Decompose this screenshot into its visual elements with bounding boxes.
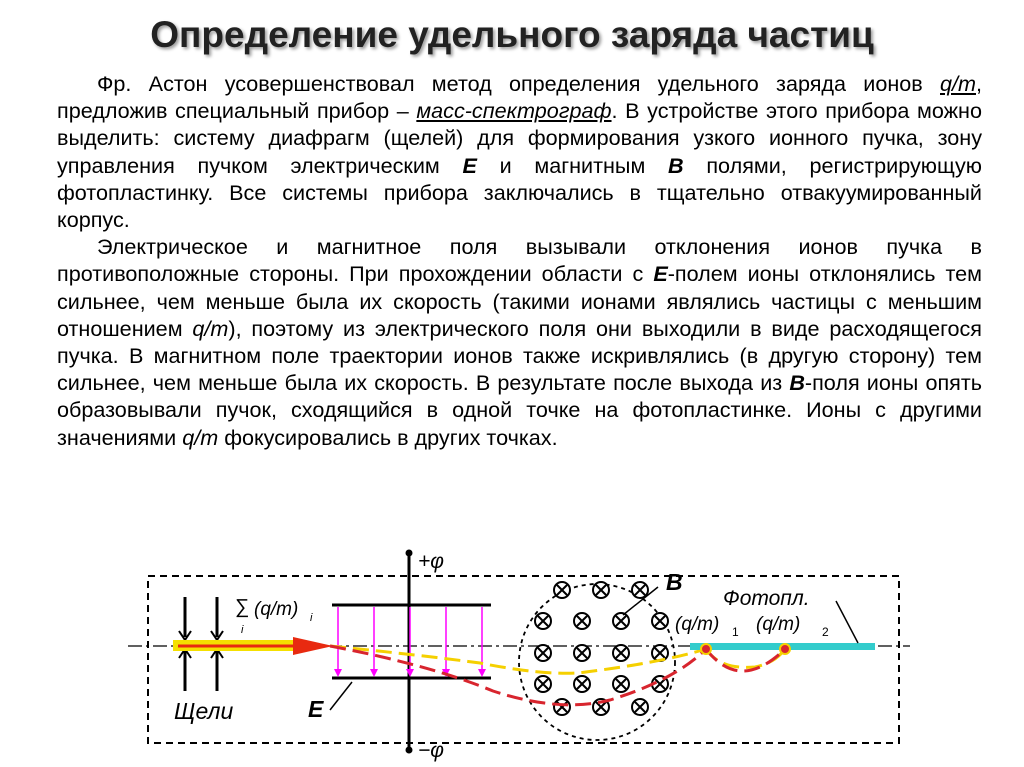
paragraph-2: [57, 233, 982, 451]
text-segment: , предложив специальный прибор –: [57, 71, 982, 124]
b-field-into-page-icon: [632, 582, 648, 598]
focus-point-2: [780, 644, 790, 654]
focus-point-1: [701, 644, 711, 654]
b-field-into-page-icon: [652, 613, 668, 629]
trajectory-red-2: [706, 649, 785, 671]
text-segment: . В устройстве этого прибора можно выделить: систему диафрагм (щелей) для формирования узкого ионного пучка, зону управления пучком электрическим: [57, 98, 982, 178]
text-segment: и магнитным: [476, 152, 669, 178]
label-qm-1-sub: 1: [732, 625, 739, 639]
formula-qm: q/m: [182, 424, 219, 450]
label-sum-qm-index: i: [310, 612, 313, 624]
label-qm-1: (q/m): [675, 614, 720, 635]
pointer-photoplate: [836, 601, 858, 643]
b-field-into-page-icon: [535, 645, 551, 661]
b-field-into-page-icon: [652, 645, 668, 661]
text-segment: фокусировались в других точках.: [218, 424, 558, 450]
b-field-into-page-icon: [574, 676, 590, 692]
b-field-into-page-icon: [613, 645, 629, 661]
text-segment: полями, регистрирующую фотопластинку. Все системы прибора заключались в тщательно отвакуумированный корпус.: [57, 152, 983, 233]
b-field-into-page-icon: [554, 582, 570, 598]
terminal-bottom: [406, 747, 413, 754]
body-text: [57, 70, 982, 451]
label-slits: Щели: [174, 698, 234, 724]
b-field-into-page-icon: [535, 676, 551, 692]
beam-arrow-head: [293, 637, 333, 655]
pointer-E: [330, 682, 352, 710]
text-segment: Фр. Астон усовершенствовал метод определения удельного заряда ионов: [97, 71, 940, 96]
label-qm-2-sub: 2: [822, 625, 829, 639]
b-field-into-page-icon: [535, 613, 551, 629]
b-field-into-page-icon: [554, 699, 570, 715]
label-sum-index: i: [241, 624, 244, 636]
page-title: Определение удельного заряда частиц: [150, 14, 874, 55]
mass-spectrograph-diagram: [0, 545, 1024, 767]
formula-qm: q/m: [940, 71, 976, 96]
b-field-into-page-icon: [574, 645, 590, 661]
label-E: E: [308, 696, 324, 722]
terminal-top: [406, 550, 413, 557]
label-sum-qm: (q/m): [254, 599, 299, 620]
label-qm-2: (q/m): [756, 614, 801, 635]
label-plus-phi: +φ: [418, 550, 444, 573]
text-segment: -полем ионы отклонялись тем сильнее, чем меньше была их скорость (такими ионами являлись частицы с меньшим отношением: [57, 261, 982, 341]
text-segment: Электрическое и магнитное поля вызывали отклонения ионов пучка в противоположные стороны. При прохождении области с: [57, 234, 982, 287]
b-field-into-page-icon: [574, 613, 590, 629]
label-sum-symbol: ∑: [235, 596, 250, 618]
b-field-into-page-icon: [613, 676, 629, 692]
trajectory-red: [330, 646, 706, 705]
text-segment: -поля ионы опять образовывали пучок, сходящийся в одной точке на фотопластинке. Ионы с другими значениями: [57, 370, 982, 450]
b-field-symbols: [535, 582, 668, 715]
b-field-into-page-icon: [613, 613, 629, 629]
trajectory-yellow: [330, 646, 706, 673]
formula-qm: q/m: [192, 315, 229, 341]
symbol-E: E: [653, 261, 668, 287]
symbol-B: B: [789, 370, 805, 396]
label-B: B: [666, 569, 683, 595]
label-photoplate: Фотопл.: [723, 587, 810, 610]
paragraph-1: [57, 70, 982, 233]
label-minus-phi: −φ: [418, 739, 444, 762]
term-mass-spectrograph: масс-спектрограф: [416, 98, 612, 124]
b-field-into-page-icon: [632, 699, 648, 715]
text-segment: ), поэтому из электрического поля они выходили в виде расходящегося пучка. В магнитном поле траектории ионов также искривлялись (в другую сторону) тем сильнее, чем меньше была их скорость. В результате после выхода из: [57, 315, 982, 396]
symbol-E: E: [462, 152, 477, 178]
b-field-into-page-icon: [593, 582, 609, 598]
symbol-B: B: [668, 152, 684, 178]
